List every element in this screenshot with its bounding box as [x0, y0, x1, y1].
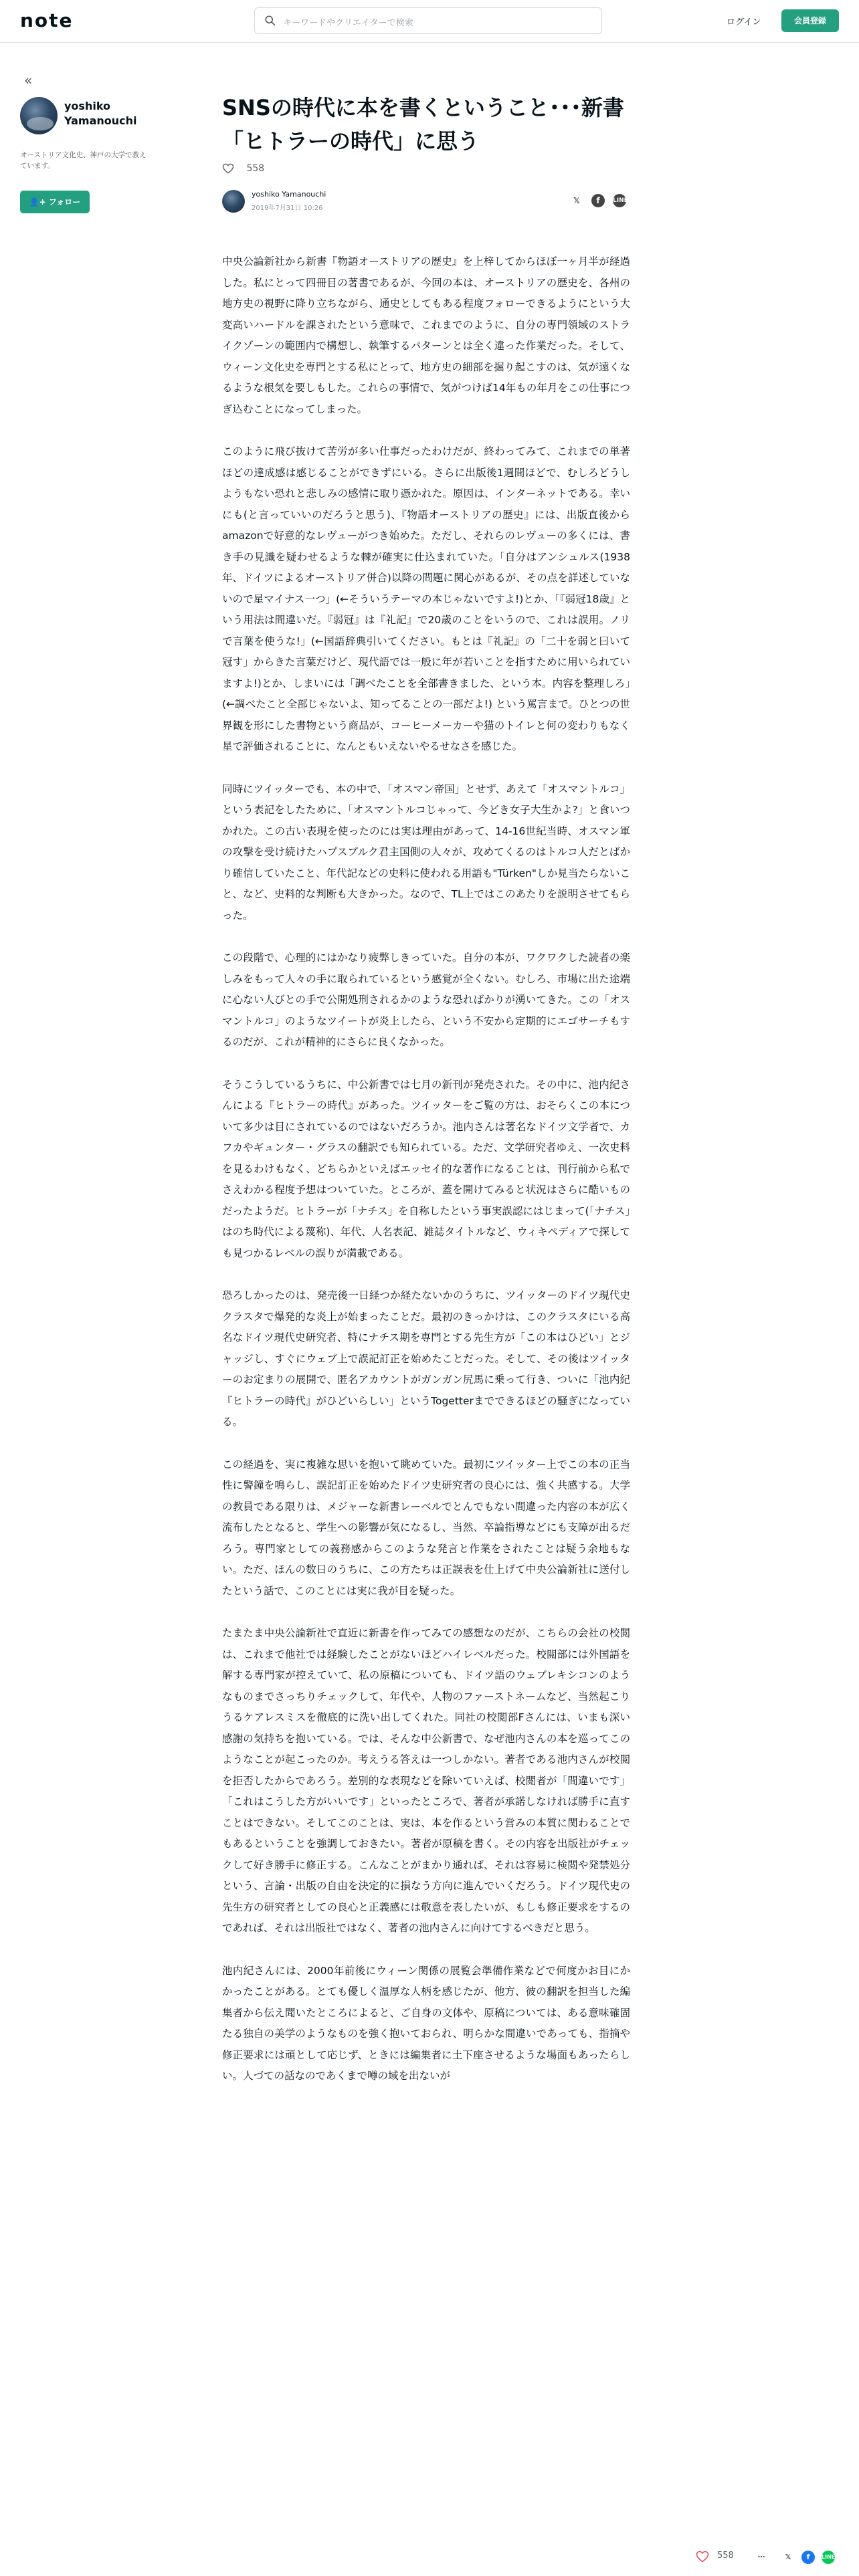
line-share-icon[interactable]: LINE	[613, 194, 626, 207]
add-user-icon: 👤+	[29, 197, 49, 207]
x-share-icon[interactable]: 𝕏	[785, 2553, 791, 2561]
heart-icon[interactable]	[222, 163, 234, 174]
paragraph: 恐ろしかったのは、発売後一日経つか経たないかのうちに、ツイッターのドイツ現代史クラスタで爆発的な炎上が始まったことだ。最初のきっかけは、このクラスタにいる高名なドイツ現代史研究者、特にナチス期を専門とする先生方が「この本はひどい」とジャッジし、すぐにウェブ上で誤記訂正を始めたことだった。そして、その後はツイッターのお定まりの展開で、匿名アカウントがガンガン尻馬に乗って行き、ついに「池内紀『ヒトラーの時代』がひどいらしい」というTogetterまでできるほどの騒ぎになっている。	[222, 1289, 630, 1428]
author-avatar-small[interactable]	[222, 190, 245, 213]
article	[222, 91, 630, 2082]
paragraph: 池内紀さんには、2000年前後にウィーン関係の展覧会準備作業などで何度かお目にかかったことがある。とても優しく温厚な人柄を感じたが、他方、彼の翻訳を担当した編集者から伝え聞いたところによると、ご自身の文体や、原稿については、ある意味確固たる独自の美学のようなものを強く抱いておられ、明らかな間違いであっても、指摘や修正要求には頑として応じず、ときには編集者に土下座させるような場面もあったらしい。人づての話なのであくまで噂の域を出ないが	[222, 1964, 630, 2082]
publish-date: 2019年7月31日 10:26	[252, 205, 323, 212]
paragraph: この経過を、実に複雑な思いを抱いて眺めていた。最初にツイッター上でこの本の正当性に警鐘を鳴らし、誤記訂正を始めたドイツ史研究者の良心には、強く共感する。大学の教員である限りは、メジャーな新書レーベルでとんでもない間違った内容の本が広く流布したとなると、学生への影響が気になるし、当然、卒論指導などにも支障が出るだろう。専門家としての義務感からこのような発言と作業をされたことは疑う余地もない。ただ、ほんの数日のうちに、この方たちは正誤表を仕上げて中央公論新社に送付したという話で、このことには実に我が目を疑った。	[222, 1458, 630, 1597]
author-row	[222, 189, 630, 215]
article-body	[222, 251, 630, 2109]
note-logo[interactable]: note	[20, 9, 74, 31]
collapse-sidebar-icon[interactable]: «	[24, 72, 33, 88]
follow-button[interactable]	[20, 191, 90, 213]
paragraph: たまたま中央公論新社で直近に新書を作ってみての感想なのだが、こちらの会社の校閲は、これまで他社では経験したことがないほどハイレベルだった。校閲部には外国語を解する専門家が控えていて、私の原稿についても、ドイツ語のウェブレキシコンのようなものまでさっちりチェックして、年代や、人物のファーストネームなど、当然起こりうるケアレスミスを徹底的に洗い出してくれた。同社の校閲部Fさんには、いまも深い感謝の気持ちを抱いている。では、そんな中公新書で、なぜ池内さんの本を巡ってこのようなことが起こったのか。考えうる答えは一つしかない。著者である池内さんが校閲を拒否したからであろう。差別的な表現などを除いていえば、校閲者が「間違いです」「これはこうした方がいいです」といったところで、著者が承諾しなければ勝手に直すことはできない。そしてこのことは、実は、本を作るという営みの本質に関わることでもあるということを強調しておきたい。著者が原稿を書く。その内容を出版社がチェックして好き勝手に修正する。こんなことがまかり通れば、それは容易に検閲や発禁処分という、言論・出版の自由を決定的に損なう方向に進んでいくだろう。ドイツ現代史の先生方の研究者としての良心と正義感には敬意を表したいが、もしも修正要求をするのであれば、それは出版社ではなく、著者の池内さんに向けてするべきだと思う。	[222, 1627, 630, 1934]
line-share-icon[interactable]: LINE	[822, 2551, 835, 2564]
facebook-share-icon[interactable]: f	[591, 194, 605, 207]
paragraph: このように飛び抜けて苦労が多い仕事だったわけだが、終わってみて、これまでの単著ほどの達成感は感じることができずにいる。さらに出版後1週間ほどで、むしろどうしようもない恐れと悲しみの感情に取り憑かれた。原因は、インターネットである。幸いにも(と言っていいのだろうと思う)、『物語オーストリアの歴史』には、出版直後からamazonで好意的なレヴューがつき始めた。ただし、それらのレヴューの多くには、書き手の見識を疑わせるような棘が確実に仕込まれていた。「自分はアンシュルス(1938年、ドイツによるオーストリア併合)以降の問題に関心があるが、その点を詳述していないので星マイナス一つ」(←そういうテーマの本じゃないですよ!)とか、「『弱冠18歳』という用法は間違いだ。『弱冠』は『礼記』で20歳のことをいうので、これは誤用。ノリで言葉を使うな!」(←国語辞典引いてください。もとは『礼記』の「二十を弱と曰いて冠す」からきた言葉だけど、現代語では一般に年が若いことを指すために用いられていますよ!)とか、しまいには「調べたことを全部書きました、という本。内容を整理しろ」(←調べたこと全部じゃないよ、知ってることの一部だよ!) という罵言まで。ひとつの世界観を形にした書物という商品が、コーヒーメーカーや猫のトイレと何の変わりもなく星で評価されることに、なんともいえないやるせなさを感じた。	[222, 445, 630, 752]
sidebar-author-description: オーストリア文化史、神戸の大学で教えています。	[20, 151, 147, 170]
paragraph: そうこうしているうちに、中公新書では七月の新刊が発売された。その中に、池内紀さんによる『ヒトラーの時代』があった。ツイッターをご覧の方は、おそらくこの本について多少は目にされているのではないだろうか。池内さんは著名なドイツ文学者で、カフカやギュンター・グラスの翻訳でも知られている。ただ、文学研究者ゆえ、一次史料を見るわけもなく、どちらかといえばエッセイ的な著作になることは、刊行前から私でさえわかる程度予想はついていた。ところが、蓋を開けてみると状況はさらに酷いものだったようだ。ヒトラーが「ナチス」を自称したという事実誤認にはじまって(「ナチス」はのち時代による蔑称)、年代、人名表記、雑誌タイトルなど、ウィキペディアで探しても見つかるレベルの誤りが満載である。	[222, 1078, 630, 1259]
paragraph: この段階で、心理的にはかなり疲弊しきっていた。自分の本が、ワクワクした読者の楽しみをもって人々の手に取られているという感覚が全くない。むしろ、市場に出た途端に心ない人びとの手で公開処刑されるかのような恐ればかりが湧いてきた。この「オスマントルコ」のようなツイートが炎上したら、という不安から定期的にエゴサーチもするのだが、これが精神的にさらに良くなかった。	[222, 952, 630, 1048]
site-header	[0, 0, 859, 43]
search-box[interactable]	[254, 7, 602, 34]
author-avatar[interactable]	[20, 97, 58, 134]
like-row	[222, 163, 264, 179]
sidebar-author-name[interactable]: yoshiko Yamanouchi	[64, 100, 137, 127]
more-icon[interactable]: ⋯	[757, 2553, 765, 2561]
x-share-icon[interactable]: 𝕏	[573, 196, 580, 205]
search-placeholder: キーワードやクリエイターで検索	[283, 18, 413, 28]
article-title: SNSの時代に本を書くということ･･･新書「ヒトラーの時代」に思う	[222, 95, 624, 154]
follow-label: フォロー	[48, 197, 81, 207]
paragraph: 中央公論新社から新書『物語オーストリアの歴史』を上梓してからほぼ一ヶ月半が経過した。私にとって四冊目の著書であるが、今回の本は、オーストリアの歴史を、各州の地方史の視野に降り立ちながら、通史としてもある程度フォローできるようにという大変高いハードルを課されたという意味で、これまでのように、自分の専門領域のストライクゾーンの範囲内で構想し、執筆するパターンとは全く違った作業だった。そして、ウィーン文化史を専門とする私にとって、地方史の細部を掘り起こすのは、気が遠くなるような根気を要しもした。これらの事情で、気がつけば14年もの年月をこの仕事につぎ込むことになってしまった。	[222, 255, 630, 415]
login-link[interactable]: ログイン	[727, 17, 761, 27]
author-name[interactable]: yoshiko Yamanouchi	[252, 190, 326, 199]
signup-button[interactable]: 会員登録	[781, 9, 839, 32]
like-count: 558	[246, 163, 265, 174]
float-like-count: 558	[717, 2551, 734, 2561]
facebook-share-icon[interactable]: f	[801, 2551, 815, 2564]
search-icon	[264, 15, 276, 27]
paragraph: 同時にツイッターでも、本の中で、「オスマン帝国」とせず、あえて「オスマントルコ」という表記をしたために、「オスマントルコじゃって、今どき女子大生かよ?」と食いつかれた。この古い表現を使ったのには実は理由があって、14-16世紀当時、オスマン軍の攻撃を受け続けたハプスブルク君主国側の人々が、攻めてくるのはトルコ人だとばかり確信していたこと、年代記などの史料に使われる用語も"Türken"しか見当たらないこと、など、史料的な判断も大きかった。なので、TL上ではこのあたりを説明させてもらった。	[222, 782, 630, 922]
heart-icon[interactable]	[696, 2551, 709, 2563]
